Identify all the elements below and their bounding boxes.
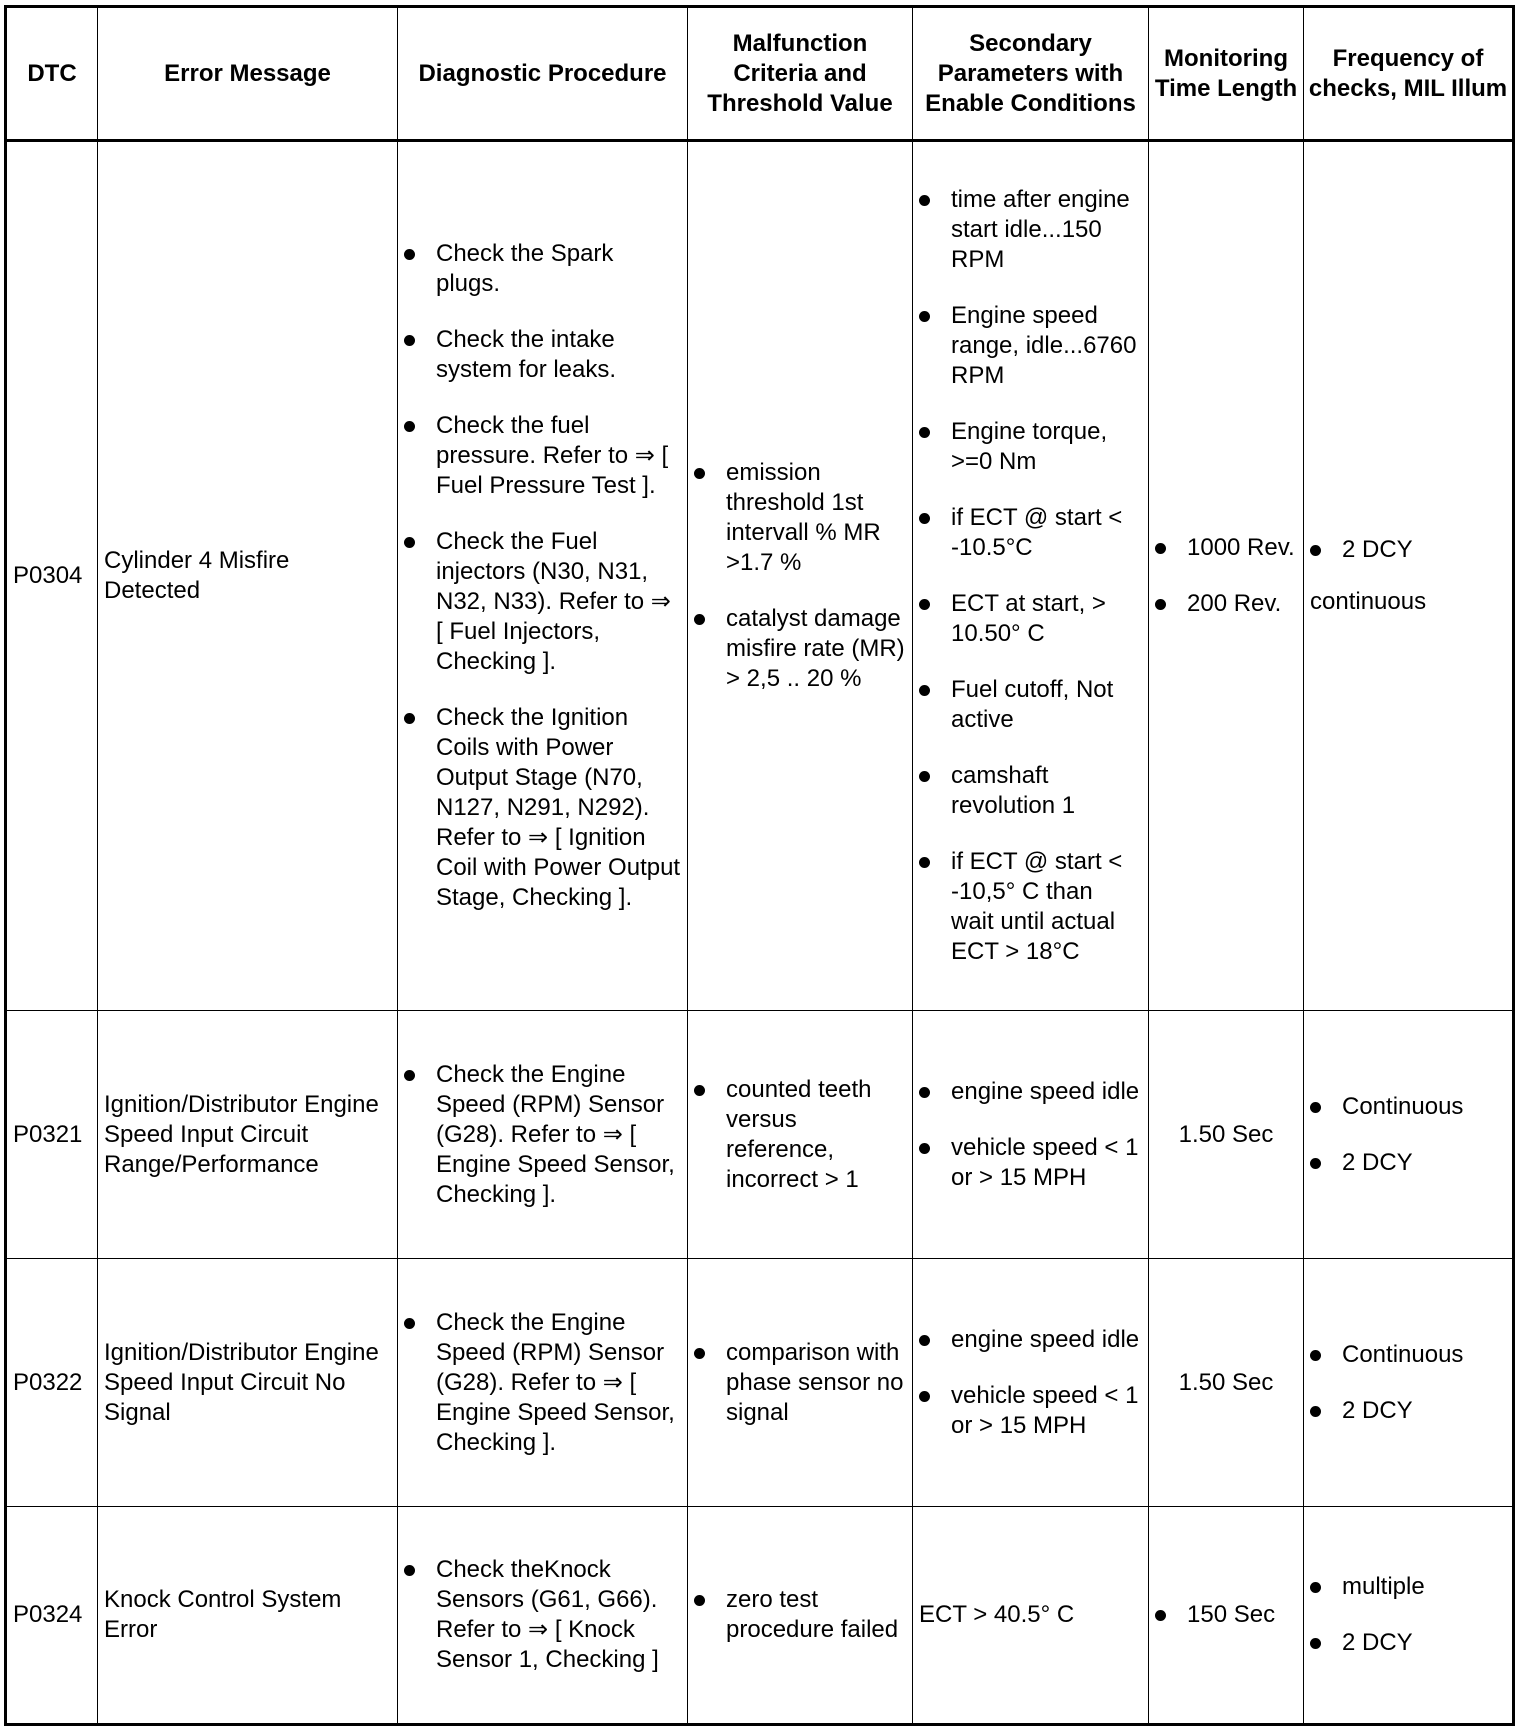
dtc-table bbox=[4, 5, 1515, 1726]
frequency bbox=[1304, 1259, 1514, 1507]
dtc-code: P0304 bbox=[6, 141, 98, 1011]
criteria-item: emission threshold 1st intervall % MR >1.7 % bbox=[694, 458, 906, 578]
frequency-item: Continuous bbox=[1310, 1340, 1506, 1370]
secondary-item: camshaft revolution 1 bbox=[919, 761, 1142, 821]
header-frequency: Frequency of checks, MIL Illum bbox=[1304, 7, 1514, 141]
error-message: Ignition/Distributor Engine Speed Input Circuit Range/Performance bbox=[98, 1011, 398, 1259]
secondary-item: Engine speed range, idle...6760 RPM bbox=[919, 301, 1142, 391]
header-error-message: Error Message bbox=[98, 7, 398, 141]
error-message: Ignition/Distributor Engine Speed Input Circuit No Signal bbox=[98, 1259, 398, 1507]
secondary-item: if ECT @ start < -10,5° C than wait until actual ECT > 18°C bbox=[919, 847, 1142, 967]
header-diagnostic-procedure: Diagnostic Procedure bbox=[398, 7, 688, 141]
dtc-code: P0324 bbox=[6, 1507, 98, 1725]
header-row bbox=[6, 7, 1514, 141]
criteria-item: comparison with phase sensor no signal bbox=[694, 1338, 906, 1428]
malfunction-criteria bbox=[688, 141, 913, 1011]
secondary-item: vehicle speed < 1 or > 15 MPH bbox=[919, 1381, 1142, 1441]
monitoring-time bbox=[1149, 141, 1304, 1011]
monitoring-time bbox=[1149, 1507, 1304, 1725]
frequency bbox=[1304, 1507, 1514, 1725]
diagnostic-procedure bbox=[398, 1259, 688, 1507]
secondary-item: vehicle speed < 1 or > 15 MPH bbox=[919, 1133, 1142, 1193]
monitoring-time: 1.50 Sec bbox=[1149, 1011, 1304, 1259]
error-message: Knock Control System Error bbox=[98, 1507, 398, 1725]
secondary-parameters bbox=[913, 1011, 1149, 1259]
criteria-item: counted teeth versus reference, incorrect > 1 bbox=[694, 1075, 906, 1195]
frequency-note: continuous bbox=[1310, 588, 1427, 615]
procedure-step: Check the Fuel injectors (N30, N31, N32, N33). Refer to ⇒ [ Fuel Injectors, Checking ]. bbox=[404, 527, 681, 677]
frequency bbox=[1304, 1011, 1514, 1259]
secondary-item: engine speed idle bbox=[919, 1325, 1142, 1355]
frequency-item: Continuous bbox=[1310, 1092, 1506, 1122]
frequency-item: 2 DCY bbox=[1310, 535, 1506, 565]
procedure-step: Check the Engine Speed (RPM) Sensor (G28). Refer to ⇒ [ Engine Speed Sensor, Checking ]. bbox=[404, 1060, 681, 1210]
malfunction-criteria bbox=[688, 1259, 913, 1507]
frequency-item: multiple bbox=[1310, 1572, 1506, 1602]
error-message: Cylinder 4 Misfire Detected bbox=[98, 141, 398, 1011]
diagnostic-procedure bbox=[398, 1011, 688, 1259]
dtc-code: P0322 bbox=[6, 1259, 98, 1507]
monitoring-item: 1000 Rev. bbox=[1155, 533, 1297, 563]
header-malfunction-criteria: Malfunction Criteria and Threshold Value bbox=[688, 7, 913, 141]
diagnostic-procedure bbox=[398, 141, 688, 1011]
procedure-step: Check the fuel pressure. Refer to ⇒ [ Fuel Pressure Test ]. bbox=[404, 411, 681, 501]
dtc-code: P0321 bbox=[6, 1011, 98, 1259]
table-row bbox=[6, 141, 1514, 1011]
secondary-item: ECT at start, > 10.50° C bbox=[919, 589, 1142, 649]
procedure-step: Check theKnock Sensors (G61, G66). Refer to ⇒ [ Knock Sensor 1, Checking ] bbox=[404, 1555, 681, 1675]
secondary-parameters bbox=[913, 141, 1149, 1011]
frequency-item: 2 DCY bbox=[1310, 1396, 1506, 1426]
secondary-item: Fuel cutoff, Not active bbox=[919, 675, 1142, 735]
procedure-step: Check the Ignition Coils with Power Output Stage (N70, N127, N291, N292). Refer to ⇒ [ Ignition Coil with Power Output Stage, Checking ]. bbox=[404, 703, 681, 913]
monitoring-item: 200 Rev. bbox=[1155, 589, 1297, 619]
procedure-step: Check the Spark plugs. bbox=[404, 239, 681, 299]
criteria-item: zero test procedure failed bbox=[694, 1585, 906, 1645]
frequency-item: 2 DCY bbox=[1310, 1628, 1506, 1658]
procedure-step: Check the Engine Speed (RPM) Sensor (G28). Refer to ⇒ [ Engine Speed Sensor, Checking ]. bbox=[404, 1308, 681, 1458]
header-dtc: DTC bbox=[6, 7, 98, 141]
table-row bbox=[6, 1011, 1514, 1259]
secondary-parameters: ECT > 40.5° C bbox=[913, 1507, 1149, 1725]
monitoring-time: 1.50 Sec bbox=[1149, 1259, 1304, 1507]
table-row bbox=[6, 1507, 1514, 1725]
procedure-step: Check the intake system for leaks. bbox=[404, 325, 681, 385]
diagnostic-procedure bbox=[398, 1507, 688, 1725]
secondary-item: Engine torque, >=0 Nm bbox=[919, 417, 1142, 477]
criteria-item: catalyst damage misfire rate (MR) > 2,5 .. 20 % bbox=[694, 604, 906, 694]
header-secondary-parameters: Secondary Parameters with Enable Conditions bbox=[913, 7, 1149, 141]
frequency bbox=[1304, 141, 1514, 1011]
malfunction-criteria bbox=[688, 1011, 913, 1259]
frequency-item: 2 DCY bbox=[1310, 1148, 1506, 1178]
secondary-item: engine speed idle bbox=[919, 1077, 1142, 1107]
header-monitoring-time: Monitoring Time Length bbox=[1149, 7, 1304, 141]
table-row bbox=[6, 1259, 1514, 1507]
secondary-item: if ECT @ start < -10.5°C bbox=[919, 503, 1142, 563]
malfunction-criteria bbox=[688, 1507, 913, 1725]
monitoring-item: 150 Sec bbox=[1155, 1600, 1297, 1630]
secondary-item: time after engine start idle...150 RPM bbox=[919, 185, 1142, 275]
secondary-parameters bbox=[913, 1259, 1149, 1507]
